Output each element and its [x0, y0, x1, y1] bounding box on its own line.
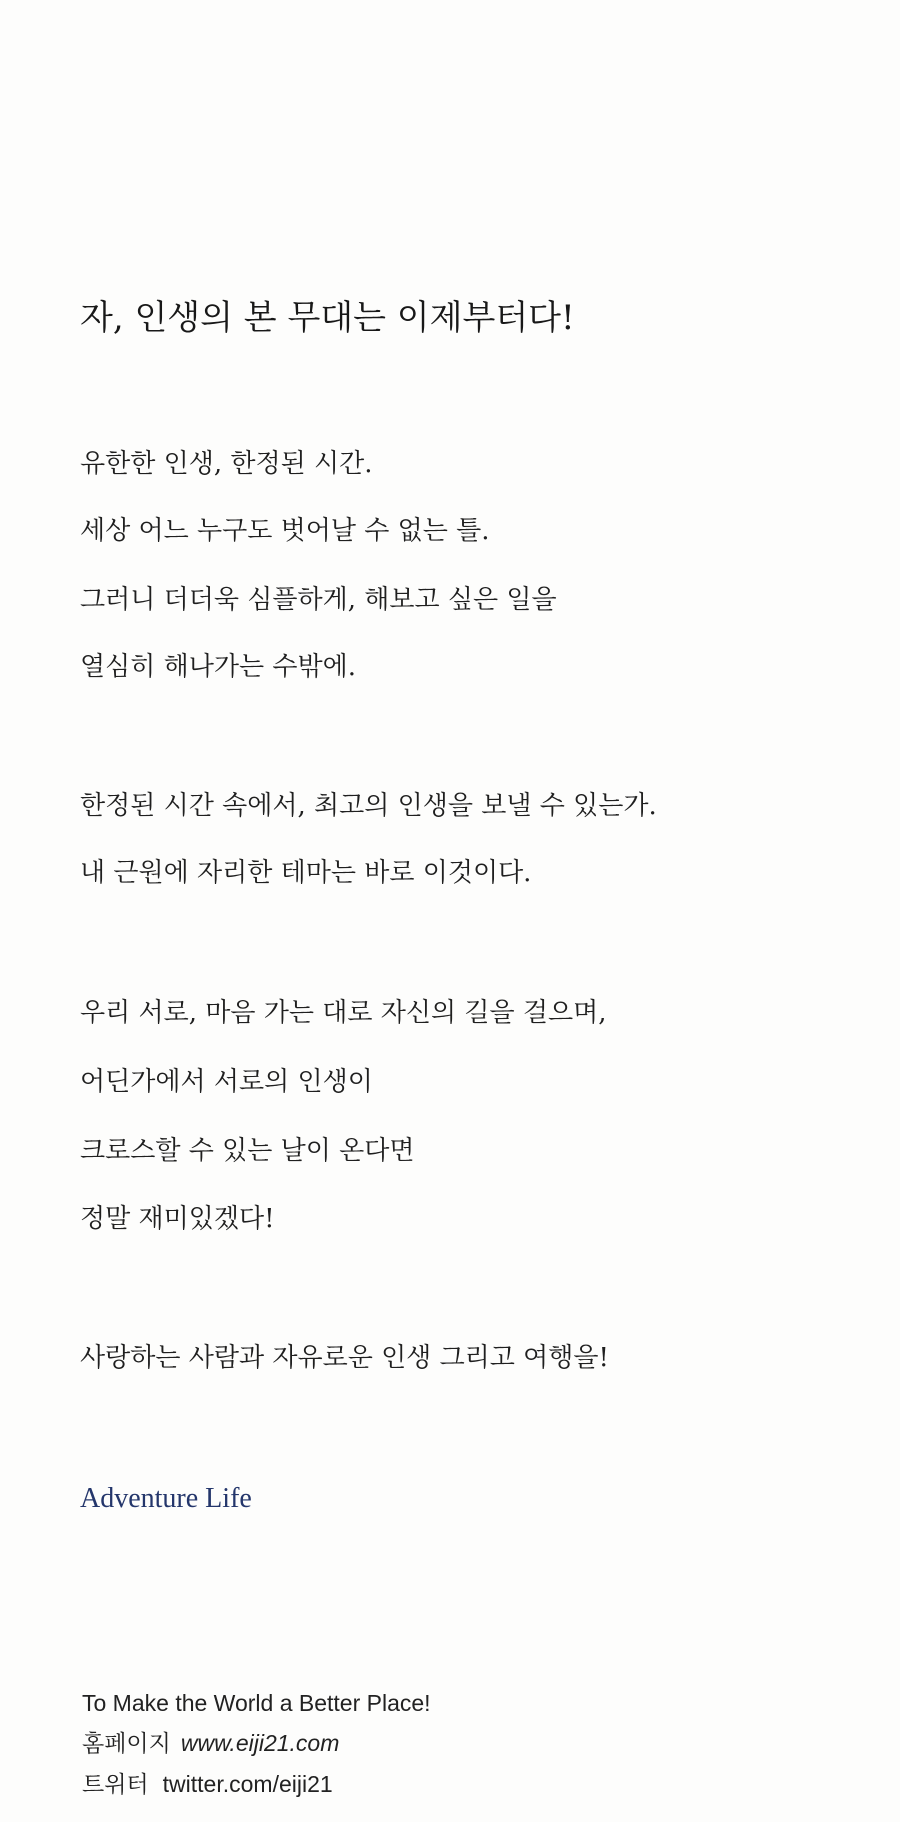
signature: Adventure Life	[80, 1483, 252, 1514]
homepage-link[interactable]: www.eiji21.com	[180, 1730, 340, 1756]
body-line: 우리 서로, 마음 가는 대로 자신의 길을 걸으며,	[80, 998, 607, 1028]
body-line: 한정된 시간 속에서, 최고의 인생을 보낼 수 있는가.	[80, 791, 657, 821]
body-line: 열심히 해나가는 수밖에.	[80, 652, 356, 682]
body-line: 사랑하는 사람과 자유로운 인생 그리고 여행을!	[80, 1343, 609, 1373]
body-line: 정말 재미있겠다!	[80, 1204, 275, 1234]
twitter-label: 트위터	[82, 1771, 149, 1797]
body-line: 내 근원에 자리한 테마는 바로 이것이다.	[80, 858, 532, 888]
page-heading: 자, 인생의 본 무대는 이제부터다!	[80, 298, 575, 338]
footer-twitter	[82, 1769, 333, 1799]
twitter-link[interactable]: twitter.com/eiji21	[162, 1771, 333, 1797]
body-line: 그러니 더더욱 심플하게, 해보고 싶은 일을	[80, 585, 557, 615]
body-line: 유한한 인생, 한정된 시간.	[80, 449, 373, 479]
homepage-label: 홈페이지	[82, 1730, 171, 1756]
body-line: 어딘가에서 서로의 인생이	[80, 1067, 373, 1097]
body-line: 크로스할 수 있는 날이 온다면	[80, 1136, 415, 1166]
footer-homepage	[82, 1728, 339, 1758]
body-line: 세상 어느 누구도 벗어날 수 없는 틀.	[80, 516, 490, 546]
footer-tagline: To Make the World a Better Place!	[82, 1690, 431, 1716]
